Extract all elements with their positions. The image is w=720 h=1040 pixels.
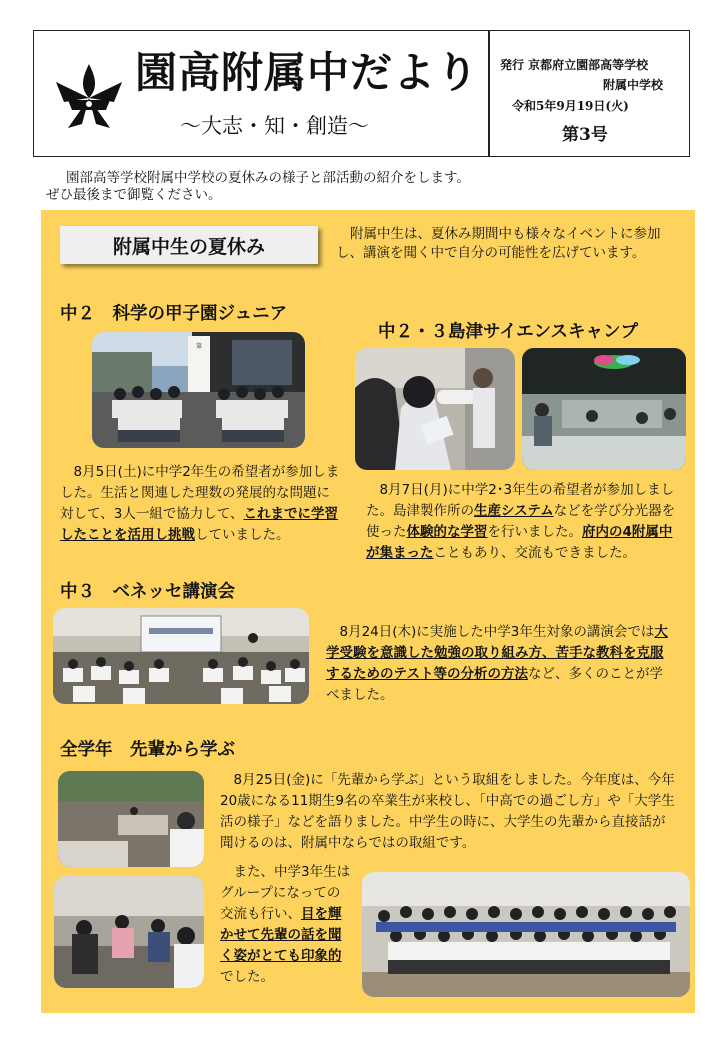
- section2-text: [366, 480, 678, 564]
- section1-text-b: していました。: [195, 527, 290, 543]
- section1-heading: 中２ 科学の甲子園ジュニア: [60, 304, 288, 324]
- section4-highlight: 目を輝かせて先輩の話を聞く姿がとても印象的: [220, 906, 342, 964]
- intro-line-1: 園部高等学校附属中学校の夏休みの様子と部活動の紹介をします。: [66, 170, 470, 186]
- section3-heading: 中３ ベネッセ講演会: [60, 582, 235, 602]
- section3-text-b: など、多くのことが学べました。: [326, 666, 663, 703]
- section2-text-d: こともあり、交流もできました。: [433, 545, 636, 561]
- summer-lead: 附属中生は、夏休み期間中も様々なイベントに参加し、講演を聞く中で自分の可能性を広げています。: [336, 226, 661, 261]
- summer-banner-label: 附属中生の夏休み: [112, 235, 265, 258]
- section2-highlight-2: 体験的な学習: [406, 524, 488, 540]
- section3-highlight: 大学受験を意識した勉強の取り組み方、苦手な教科を克服するためのテスト等の分析の方法: [326, 624, 668, 682]
- school-crest-icon: [54, 62, 124, 132]
- photo-benesse-lecture: [53, 608, 309, 704]
- section2-highlight-3: 府内の4附属中が集まった: [366, 524, 673, 561]
- section2-highlight-1: 生産システム: [474, 503, 554, 519]
- section1-text-a: 8月5日(土)に中学2年生の希望者が参加しました。生活と関連した理数の発展的な問題に対して、3人一組で協力して、: [60, 464, 340, 522]
- section4-text-b: でした。: [220, 969, 274, 985]
- issue-date: 令和5年9月19日(火): [512, 99, 629, 113]
- section4-main-text: 8月25日(金)に「先輩から学ぶ」という取組をしました。今年度は、今年20歳になる11期生9名の卒業生が来校し、「中高での過ごし方」や「大学生活の様子」などを語りました。中学生の時に、大学生の先輩から直接話が聞けるのは、附属中ならではの取組です。: [220, 772, 675, 851]
- section1-highlight: これまでに学習したことを活用し挑戦: [60, 506, 339, 543]
- newsletter-title: 園高附属中だより: [135, 48, 480, 97]
- intro-text: [46, 170, 646, 204]
- section4-heading: 全学年 先輩から学ぶ: [60, 740, 235, 760]
- section4-text-a: また、中学3年生はグループになっての交流も行い、: [220, 864, 351, 922]
- section3-text: [326, 622, 670, 706]
- summer-banner: [60, 226, 318, 264]
- section3-text-a: 8月24日(木)に実施した中学3年生対象の講演会では: [326, 624, 655, 640]
- svg-text:第: 第: [195, 343, 203, 350]
- section2-text-b: などを学び分光器を使った: [366, 503, 676, 540]
- motto: ～大志・知・創造～: [180, 114, 369, 138]
- section2-text-c: を行いました。: [487, 524, 582, 540]
- section1-text: [60, 462, 340, 546]
- issue-number: 第3号: [562, 125, 608, 145]
- publisher-line-2: 附属中学校: [603, 78, 664, 92]
- photo-science-camp-room: [522, 348, 686, 470]
- section4-text: [220, 862, 352, 988]
- section2-text-a: 8月7日(月)に中学2･3年生の希望者が参加しました。島津製作所の: [366, 482, 675, 519]
- publisher-line-1: 発行 京都府立園部高等学校: [500, 58, 649, 72]
- photo-science-koshien: [92, 332, 305, 448]
- photo-group-portrait: [362, 872, 690, 997]
- section2-heading: 中２・３島津サイエンスキャンプ: [378, 322, 639, 342]
- photo-group-exchange: [54, 876, 204, 988]
- masthead-divider: [488, 30, 490, 157]
- photo-alumni-talk: [58, 771, 204, 867]
- photo-spectroscope: [355, 348, 515, 470]
- intro-line-2: ぜひ最後まで御覧ください。: [46, 187, 222, 203]
